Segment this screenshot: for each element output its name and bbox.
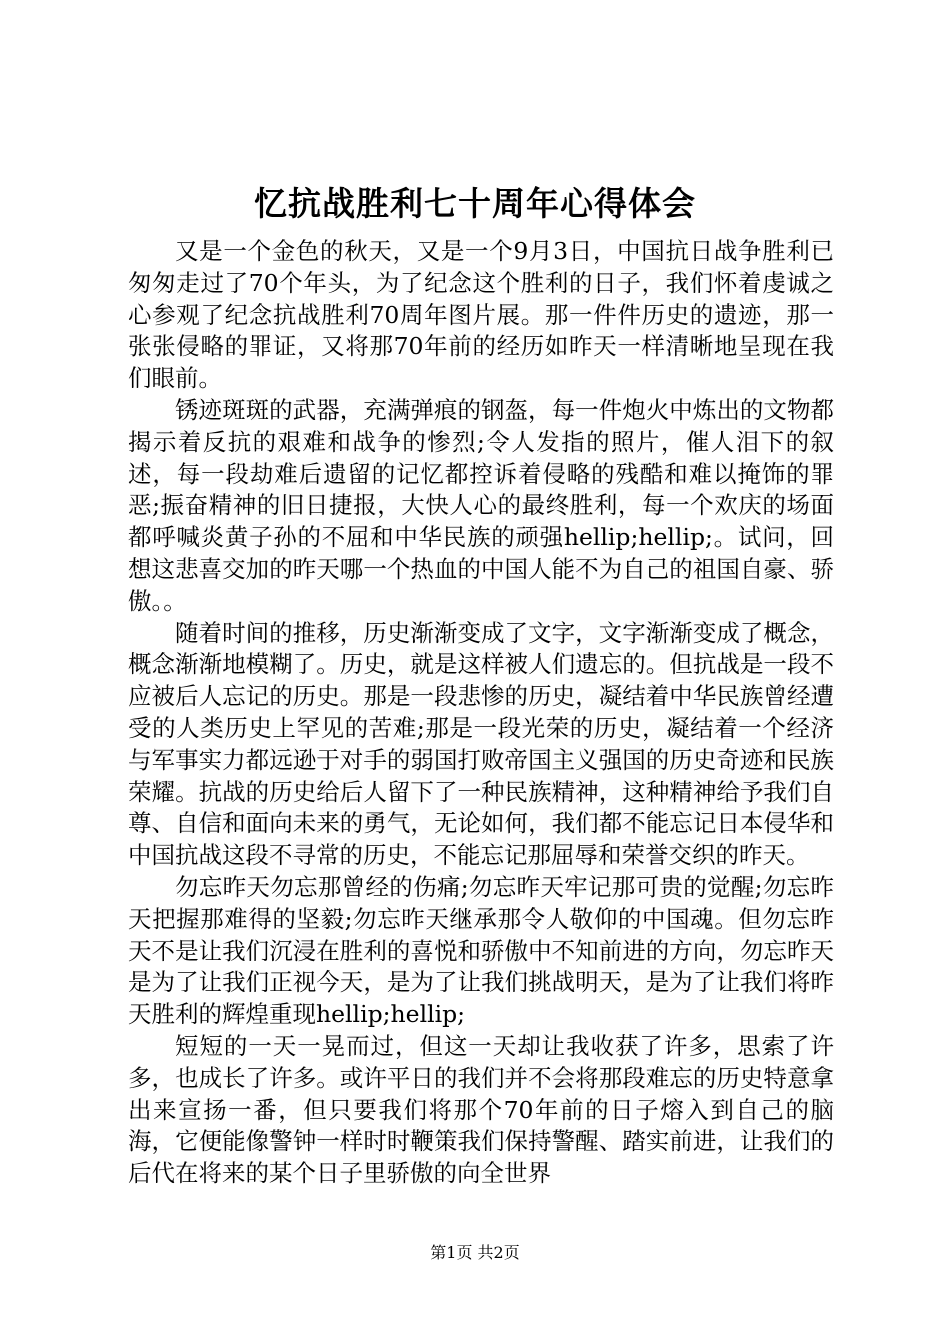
document-body — [128, 236, 834, 1190]
paragraph: 勿忘昨天勿忘那曾经的伤痛;勿忘昨天牢记那可贵的觉醒;勿忘昨天把握那难得的坚毅;勿忘昨天继承那令人敬仰的中国魂。但勿忘昨天不是让我们沉浸在胜利的喜悦和骄傲中不知前进的方向，勿忘昨天是为了让我们正视今天，是为了让我们挑战明天，是为了让我们将昨天胜利的辉煌重现hellip;hellip; — [128, 872, 834, 1029]
page-footer: 第1页 共2页 — [430, 1243, 520, 1262]
paragraph: 随着时间的推移，历史渐渐变成了文字，文字渐渐变成了概念，概念渐渐地模糊了。历史，就是这样被人们遗忘的。但抗战是一段不应被后人忘记的历史。那是一段悲惨的历史，凝结着中华民族曾经遭受的人类历史上罕见的苦难;那是一段光荣的历史，凝结着一个经济与军事实力都远逊于对手的弱国打败帝国主义强国的历史奇迹和民族荣耀。抗战的历史给后人留下了一种民族精神，这种精神给予我们自尊、自信和面向未来的勇气，无论如何，我们都不能忘记日本侵华和中国抗战这段不寻常的历史，不能忘记那屈辱和荣誉交织的昨天。 — [128, 618, 834, 870]
paragraph: 又是一个金色的秋天，又是一个9月3日，中国抗日战争胜利已匆匆走过了70个年头，为了纪念这个胜利的日子，我们怀着虔诚之心参观了纪念抗战胜利70周年图片展。那一件件历史的遗迹，那一张张侵略的罪证，又将那70年前的经历如昨天一样清晰地呈现在我们眼前。 — [128, 237, 834, 393]
document-title: 忆抗战胜利七十周年心得体会 — [254, 184, 696, 223]
paragraph: 锈迹斑斑的武器，充满弹痕的钢盔，每一件炮火中炼出的文物都揭示着反抗的艰难和战争的惨烈;令人发指的照片，催人泪下的叙述，每一段劫难后遗留的记忆都控诉着侵略的残酷和难以掩饰的罪恶;振奋精神的旧日捷报，大快人心的最终胜利，每一个欢庆的场面都呼喊炎黄子孙的不屈和中华民族的顽强hellip;hellip;。试问，回想这悲喜交加的昨天哪一个热血的中国人能不为自己的祖国自豪、骄傲。。 — [128, 395, 834, 615]
paragraph: 短短的一天一晃而过，但这一天却让我收获了许多，思索了许多，也成长了许多。或许平日的我们并不会将那段难忘的历史特意拿出来宣扬一番，但只要我们将那个70年前的日子熔入到自己的脑海，它便能像警钟一样时时鞭策我们保持警醒、踏实前进，让我们的后代在将来的某个日子里骄傲的向全世界 — [128, 1031, 834, 1188]
